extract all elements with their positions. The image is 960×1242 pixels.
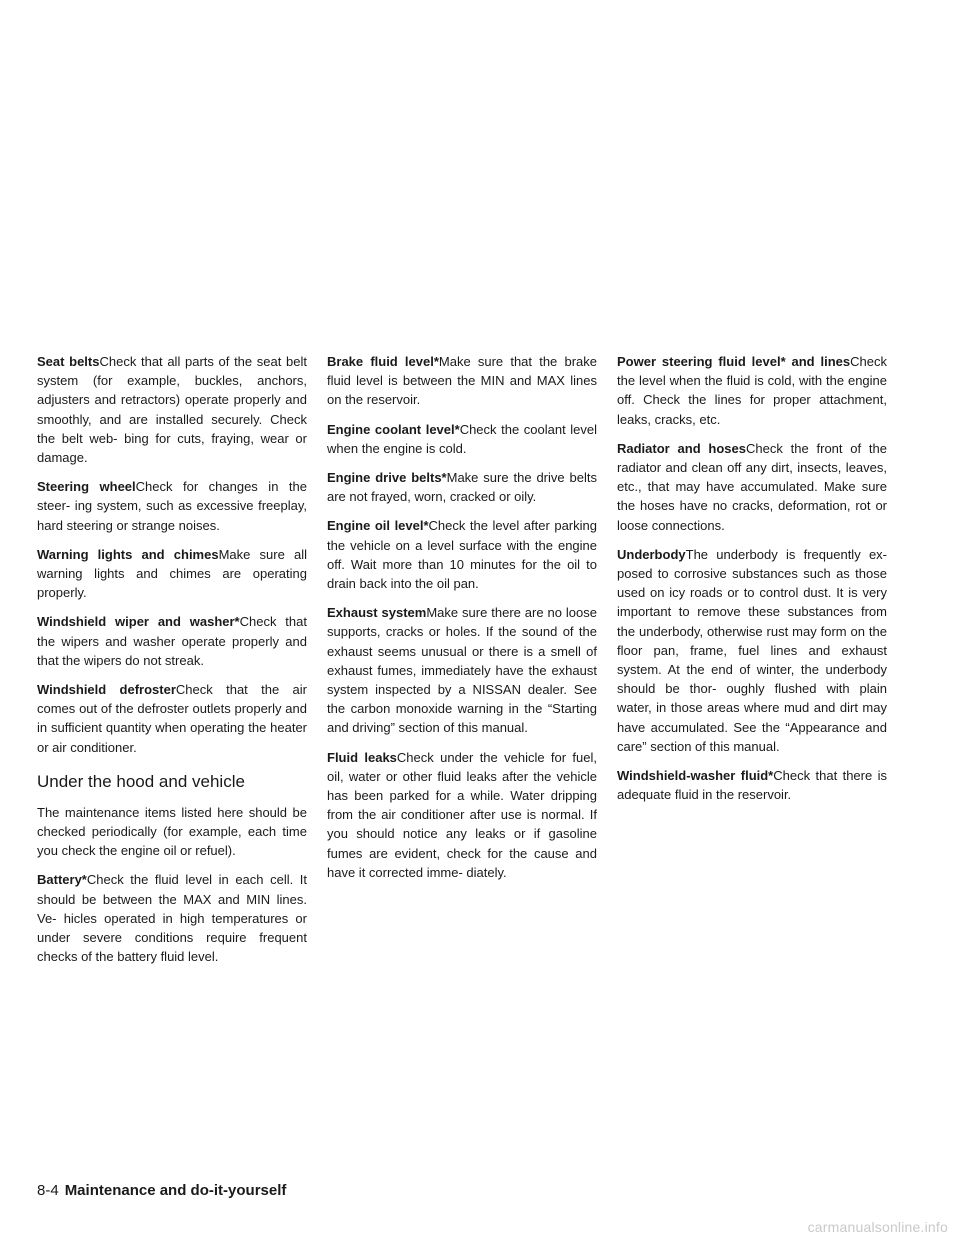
item-text: Check that all parts of the seat belt system (for example, buckles, anchors, adjusters and retractors) operate properly and smoothly, and are installed securely. Check the belt web- bing for cuts, fraying, wear or damage. <box>37 354 307 466</box>
item-windshield-wiper <box>37 612 307 670</box>
item-brake-fluid <box>327 352 597 410</box>
footer-section-title: Maintenance and do-it-yourself <box>64 1182 287 1199</box>
item-text: Check the coolant level when the engine is cold. <box>327 421 597 456</box>
item-text: Make sure that the brake fluid level is between the MIN and MAX lines on the reservoir. <box>327 354 597 408</box>
item-term: Radiator and hoses <box>617 440 746 456</box>
section-heading: Under the hood and vehicle <box>37 771 245 791</box>
item-term: Exhaust system <box>327 605 427 621</box>
item-engine-oil <box>327 516 597 593</box>
item-text: Check that the air comes out of the defroster outlets properly and in sufficient quantity when operating the heater or air conditioner. <box>37 682 307 755</box>
item-text: Check that there is adequate fluid in the reservoir. <box>617 768 888 803</box>
column-1 <box>37 352 307 976</box>
item-text: Make sure the drive belts are not frayed, worn, cracked or oily. <box>327 470 597 505</box>
item-term: Power steering fluid level* and lines <box>617 354 851 369</box>
item-term: Engine oil level* <box>327 518 429 534</box>
item-text: Check the level when the fluid is cold, with the engine off. Check the lines for proper attachment, leaks, cracks, etc. <box>617 354 887 427</box>
item-text: Check under the vehicle for fuel, oil, water or other fluid leaks after the vehicle has been parked for a while. Water dripping from the air conditioner after use is normal. If you should notice any leaks or if gasoline fumes are evident, check for the cause and have it corrected imme- diately. <box>327 749 597 880</box>
item-text: Check the fluid level in each cell. It should be between the MAX and MIN lines. Ve- hicles operated in high temperatures or under severe conditions require frequent checks of the battery fluid level. <box>37 872 307 965</box>
item-term: Steering wheel <box>37 479 136 495</box>
item-warning-lights <box>37 545 307 603</box>
item-term: Brake fluid level* <box>327 354 439 369</box>
item-term: Windshield wiper and washer* <box>37 614 240 630</box>
item-exhaust-system <box>327 603 597 737</box>
item-fluid-leaks <box>327 748 597 882</box>
item-seat-belts <box>37 352 307 467</box>
item-text: Check the front of the radiator and clean off any dirt, insects, leaves, etc., that may have accumulated. Make sure the hoses have no cracks, deformation, rot or loose connections. <box>617 440 888 533</box>
item-text: Make sure all warning lights and chimes are operating properly. <box>37 546 307 601</box>
item-term: Warning lights and chimes <box>37 546 219 562</box>
item-steering-wheel <box>37 477 307 535</box>
item-term: Battery* <box>37 872 87 888</box>
item-term: Engine coolant level* <box>327 421 460 437</box>
item-engine-drive-belts <box>327 468 597 506</box>
item-power-steering <box>617 352 887 429</box>
item-term: Windshield defroster <box>37 682 176 698</box>
item-text: Check that the wipers and washer operate properly and that the wipers do not streak. <box>37 614 307 668</box>
item-text: The underbody is frequently ex- posed to corrosive substances such as those used on icy roads or to control dust. It is very important to remove these substances from the underbody, otherwise rust may form on the floor pan, frame, fuel lines and exhaust system. At the end of winter, the underbody should be thor- oughly flushed with plain water, in those areas where mud and dirt may have accumulated. See the “Appearance and care” section of this manual. <box>617 546 887 754</box>
item-text: Make sure there are no loose supports, cracks or holes. If the sound of the exhaust seems unusual or there is a smell of exhaust fumes, immediately have the exhaust system inspected by a NISSAN dealer. See the carbon monoxide warning in the “Starting and driving” section of this manual. <box>327 605 597 736</box>
item-underbody <box>617 545 887 756</box>
item-windshield-defroster <box>37 680 307 757</box>
item-term: Windshield-washer fluid* <box>617 768 774 784</box>
item-washer-fluid <box>617 766 887 804</box>
item-term: Engine drive belts* <box>327 470 447 486</box>
column-3 <box>617 352 887 814</box>
column-2 <box>327 352 597 892</box>
item-term: Fluid leaks <box>327 749 397 765</box>
item-engine-coolant <box>327 420 597 458</box>
item-battery <box>37 870 307 966</box>
item-term: Underbody <box>617 546 686 562</box>
item-text: Check the level after parking the vehicle on a level surface with the engine off. Wait more than 10 minutes for the oil to drain back into the oil pan. <box>327 518 597 592</box>
page-number: 8-4 <box>37 1182 59 1199</box>
item-term: Seat belts <box>37 354 100 369</box>
item-radiator-hoses <box>617 439 887 535</box>
watermark: carmanualsonline.info <box>807 1219 948 1235</box>
section-intro: The maintenance items listed here should be checked periodically (for example, each time you check the engine oil or refuel). <box>37 804 307 859</box>
page-footer <box>37 1181 286 1201</box>
item-text: Check for changes in the steer- ing system, such as excessive freeplay, hard steering or strange noises. <box>37 479 307 533</box>
